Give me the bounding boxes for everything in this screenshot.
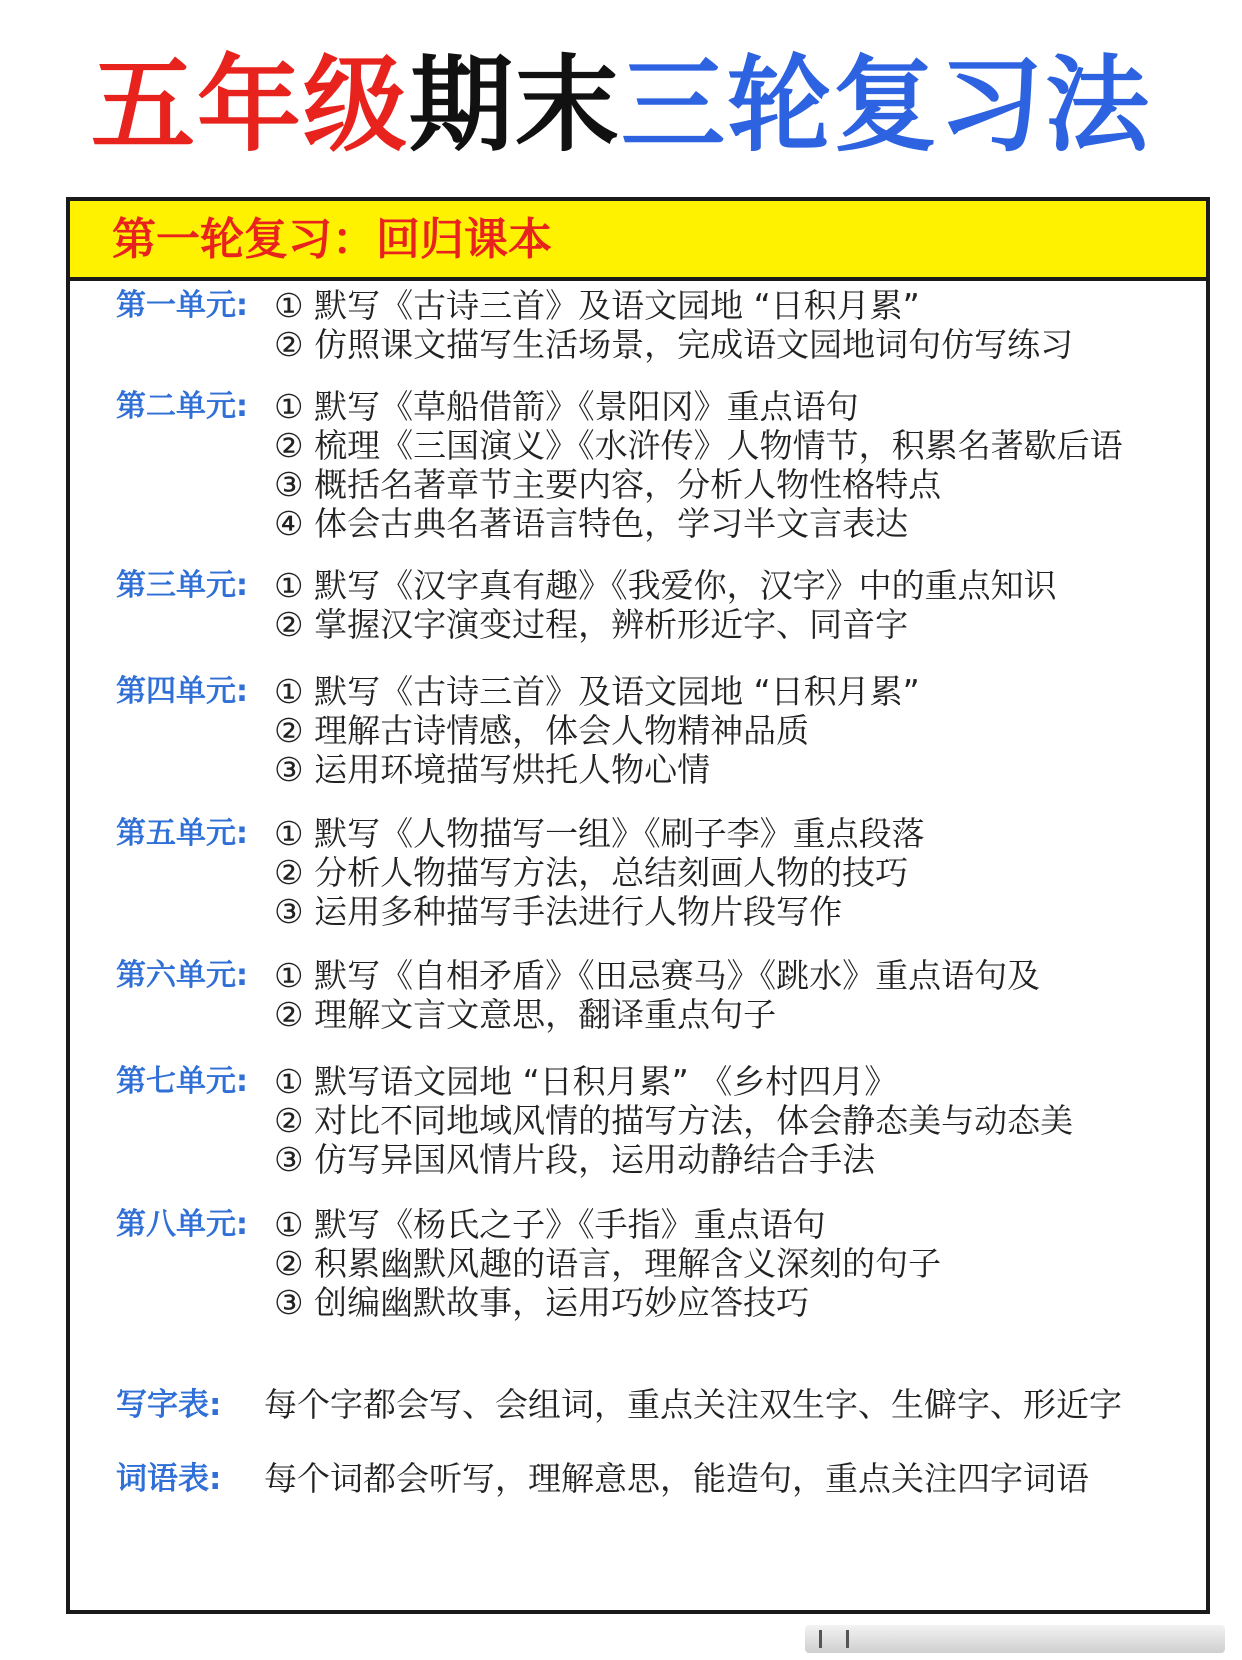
unit-label: 第八单元: <box>116 1207 248 1242</box>
unit-item: ② 积累幽默风趣的语言，理解含义深刻的句子 <box>274 1244 942 1283</box>
vocabulary-table-label: 词语表: <box>116 1461 222 1497</box>
title-part-method: 三轮复习法 <box>621 44 1152 166</box>
unit-item: ② 分析人物描写方法，总结刻画人物的技巧 <box>274 853 909 892</box>
unit-label: 第四单元: <box>116 674 248 709</box>
section-header: 第一轮复习：回归课本 <box>70 201 1206 281</box>
review-card <box>66 197 1210 1614</box>
unit-item: ③ 创编幽默故事，运用巧妙应答技巧 <box>274 1283 810 1322</box>
unit-item: ② 掌握汉字演变过程，辨析形近字、同音字 <box>274 605 909 644</box>
unit-item: ① 默写《古诗三首》及语文园地 “日积月累” <box>274 672 920 711</box>
scrollbar-grip-icon[interactable] <box>819 1630 849 1648</box>
vocabulary-table-text: 每个词都会听写，理解意思，能造句，重点关注四字词语 <box>264 1459 1089 1498</box>
unit-label: 第三单元: <box>116 568 248 603</box>
unit-item: ③ 运用多种描写手法进行人物片段写作 <box>274 892 843 931</box>
unit-item: ③ 运用环境描写烘托人物心情 <box>274 750 711 789</box>
unit-item: ③ 仿写异国风情片段，运用动静结合手法 <box>274 1140 876 1179</box>
character-table-text: 每个字都会写、会组词，重点关注双生字、生僻字、形近字 <box>264 1385 1122 1424</box>
title-part-grade: 五年级 <box>90 44 409 166</box>
unit-item: ① 默写语文园地 “日积月累” 《乡村四月》 <box>274 1062 898 1101</box>
character-table-label: 写字表: <box>116 1387 222 1423</box>
unit-item: ① 默写《杨氏之子》《手指》重点语句 <box>274 1205 826 1244</box>
unit-item: ② 理解古诗情感，体会人物精神品质 <box>274 711 810 750</box>
unit-label: 第二单元: <box>116 389 248 424</box>
title-part-final: 期末 <box>408 44 621 166</box>
unit-item: ② 仿照课文描写生活场景，完成语文园地词句仿写练习 <box>274 325 1074 364</box>
unit-item: ① 默写《古诗三首》及语文园地 “日积月累” <box>274 286 920 325</box>
unit-item: ① 默写《人物描写一组》《刷子李》重点段落 <box>274 814 925 853</box>
unit-label: 第一单元: <box>116 288 248 323</box>
unit-item: ③ 概括名著章节主要内容，分析人物性格特点 <box>274 465 942 504</box>
unit-label: 第七单元: <box>116 1064 248 1099</box>
unit-label: 第五单元: <box>116 816 248 851</box>
unit-item: ① 默写《自相矛盾》《田忌赛马》《跳水》重点语句及 <box>274 956 1041 995</box>
horizontal-scrollbar[interactable] <box>805 1625 1225 1653</box>
unit-item: ① 默写《草船借箭》《景阳冈》重点语句 <box>274 387 859 426</box>
unit-item: ② 对比不同地域风情的描写方法，体会静态美与动态美 <box>274 1101 1074 1140</box>
unit-item: ② 梳理《三国演义》《水浒传》人物情节，积累名著歇后语 <box>274 426 1123 465</box>
unit-item: ④ 体会古典名著语言特色，学习半文言表达 <box>274 504 909 543</box>
unit-item: ① 默写《汉字真有趣》《我爱你，汉字》中的重点知识 <box>274 566 1057 605</box>
page-title <box>0 40 1242 170</box>
unit-label: 第六单元: <box>116 958 248 993</box>
unit-item: ② 理解文言文意思，翻译重点句子 <box>274 995 777 1034</box>
